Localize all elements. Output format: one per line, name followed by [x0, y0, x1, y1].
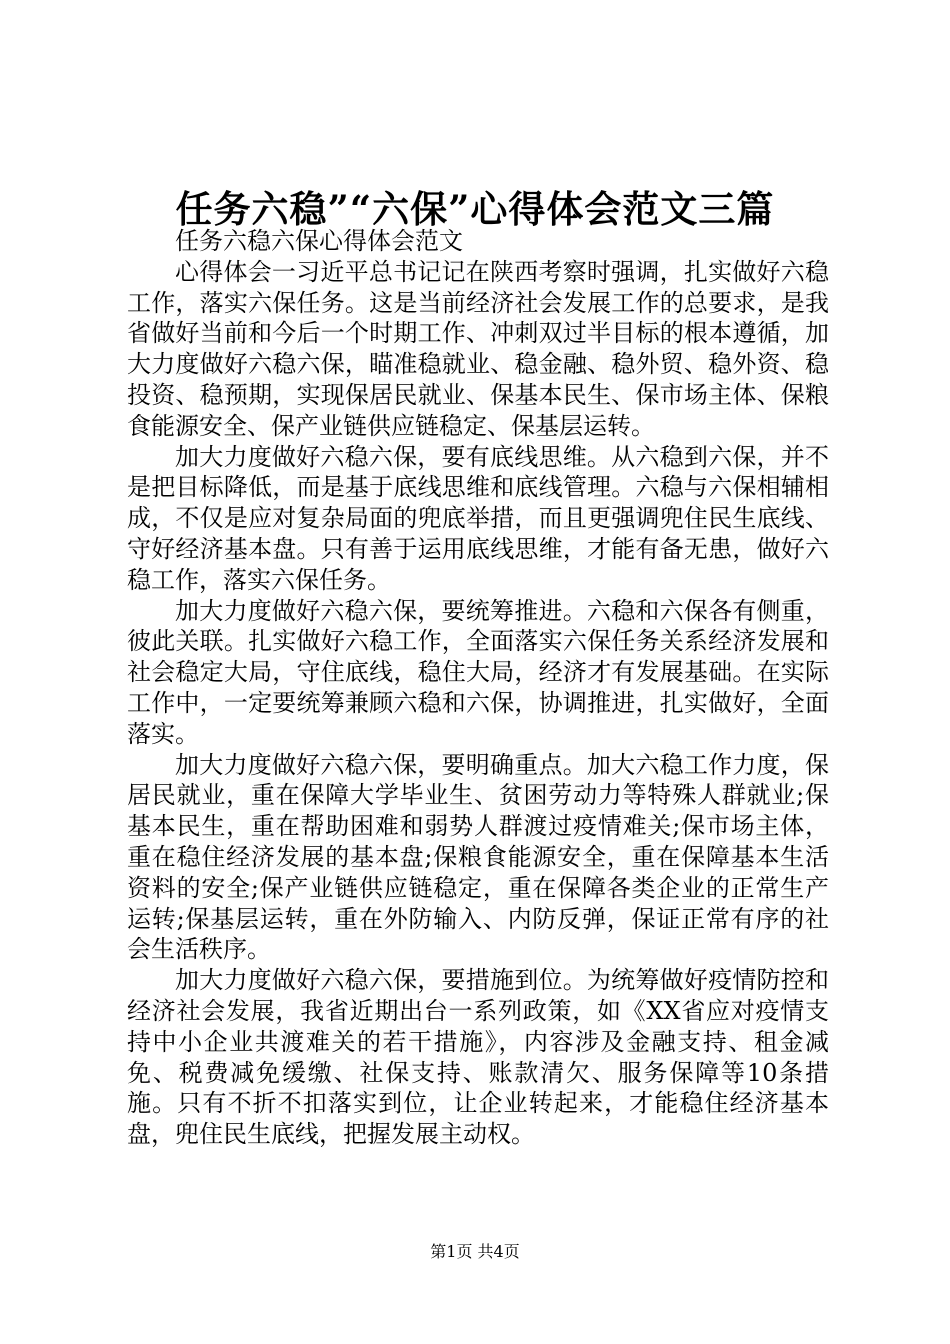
paragraph-3: 加大力度做好六稳六保，要统筹推进。六稳和六保各有侧重，彼此关联。扎实做好六稳工作，全面落实六保任务关系经济发展和社会稳定大局，守住底线，稳住大局，经济才有发展基础。在实际工作中，一定要统筹兼顾六稳和六保，协调推进，扎实做好，全面落实。 [127, 596, 829, 748]
paragraph-5: 加大力度做好六稳六保，要措施到位。为统筹做好疫情防控和经济社会发展，我省近期出台一系列政策，如《XX省应对疫情支持中小企业共渡难关的若干措施》，内容涉及金融支持、租金减免、税费减免缓缴、社保支持、账款清欠、服务保障等10条措施。只有不折不扣落实到位，让企业转起来，才能稳住经济基本盘，兜住民生底线，把握发展主动权。 [127, 966, 829, 1149]
paragraph-1: 心得体会一习近平总书记记在陕西考察时强调，扎实做好六稳工作，落实六保任务。这是当前经济社会发展工作的总要求，是我省做好当前和今后一个时期工作、冲刺双过半目标的根本遵循，加大力度做好六稳六保，瞄准稳就业、稳金融、稳外贸、稳外资、稳投资、稳预期，实现保居民就业、保基本民生、保市场主体、保粮食能源安全、保产业链供应链稳定、保基层运转。 [127, 257, 829, 440]
paragraph-2: 加大力度做好六稳六保，要有底线思维。从六稳到六保，并不是把目标降低，而是基于底线思维和底线管理。六稳与六保相辅相成，不仅是应对复杂局面的兜底举措，而且更强调兜住民生底线、守好经济基本盘。只有善于运用底线思维，才能有备无患，做好六稳工作，落实六保任务。 [127, 442, 829, 594]
page-footer: 第1页 共4页 [430, 1242, 520, 1261]
document-subtitle: 任务六稳六保心得体会范文 [175, 227, 463, 255]
document-body [127, 226, 829, 1150]
paragraph-4: 加大力度做好六稳六保，要明确重点。加大六稳工作力度，保居民就业，重在保障大学毕业生、贫困劳动力等特殊人群就业;保基本民生，重在帮助困难和弱势人群渡过疫情难关;保市场主体，重在稳住经济发展的基本盘;保粮食能源安全，重在保障基本生活资料的安全;保产业链供应链稳定，重在保障各类企业的正常生产运转;保基层运转，重在外防输入、内防反弹，保证正常有序的社会生活秩序。 [127, 750, 829, 964]
document-title: 任务六稳”“六保”心得体会范文三篇 [175, 186, 775, 231]
